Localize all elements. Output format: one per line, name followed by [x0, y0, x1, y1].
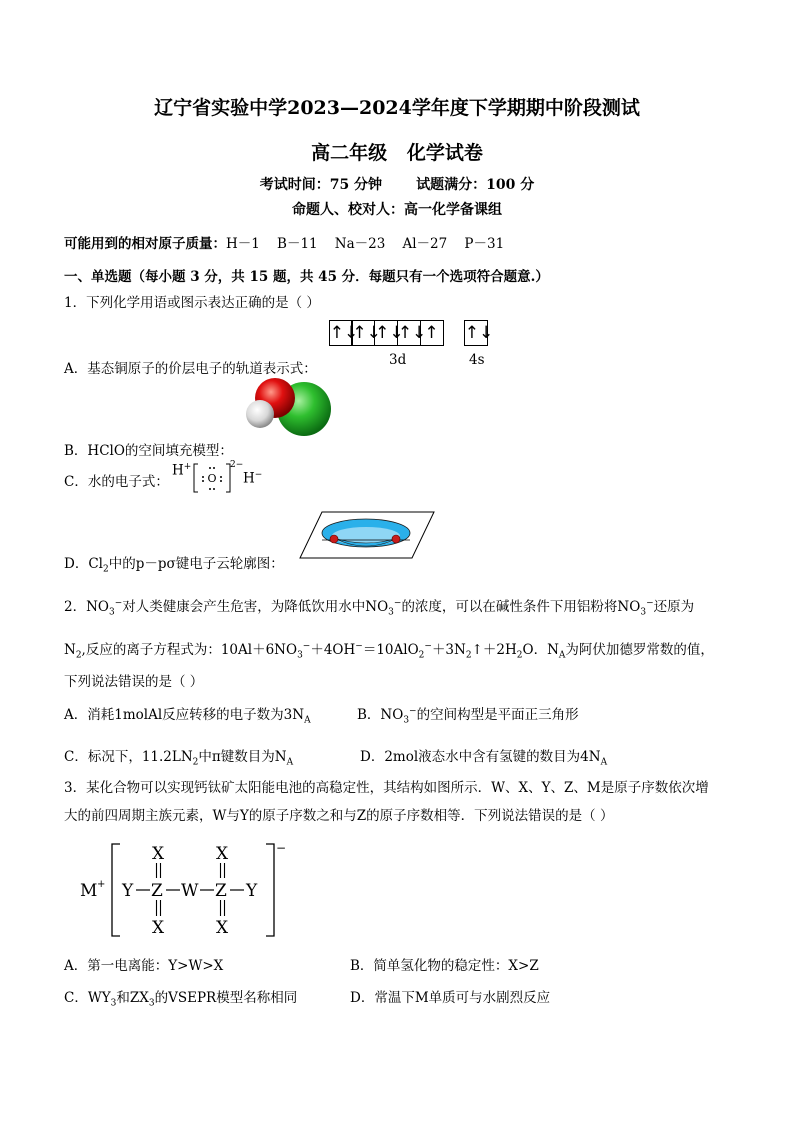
- cl2-sigma-bond-cloud: [298, 508, 436, 562]
- orbital-box: ↑: [420, 320, 444, 346]
- q2-line-1: [64, 595, 694, 618]
- sub: 2: [192, 757, 199, 768]
- q1-option-c-text: C．水的电子式：: [64, 474, 169, 490]
- sub: A: [286, 757, 294, 768]
- q2-l1b: 对人类健康会产生危害，为降低饮用水中NO: [122, 599, 389, 615]
- q1-d-suffix: 中的p－pσ键电子云轮廓图：: [108, 556, 284, 572]
- orbital-3d-label: 3d: [389, 352, 407, 368]
- q2-option-c: [64, 745, 293, 768]
- q3-line-2: 大的前四周期主族元素，W与Y的原子序数之和与Z的原子序数相等．下列说法错误的是（ ）: [64, 808, 614, 824]
- sub: 3: [640, 607, 647, 618]
- exam-info: [0, 174, 794, 194]
- subtitle-text: 高二年级 化学试卷: [311, 142, 483, 164]
- oxygen-symbol: O: [207, 472, 217, 485]
- q2-l2f: ↑＋2H: [471, 642, 517, 658]
- sub: A: [304, 715, 311, 726]
- q3-option-c: [64, 986, 297, 1009]
- atomic-masses-values: H－1 B－11 Na－23 Al－27 P－31: [226, 236, 505, 252]
- sup: −: [424, 641, 432, 652]
- sub: 2: [465, 650, 472, 661]
- orbital-box: ↑↓: [351, 320, 375, 346]
- q2-option-b: [357, 703, 579, 726]
- q1-option-b: B．HClO的空间填充模型：: [64, 443, 233, 459]
- exam-subtitle: [0, 138, 794, 165]
- orbital-box: ↑↓: [374, 320, 398, 346]
- atom-z-right: Z: [215, 881, 227, 901]
- q2-c-b: 中π键数目为N: [198, 749, 287, 765]
- q3-structure-diagram: [76, 838, 296, 942]
- atom-x-bottom-left: X: [152, 918, 165, 938]
- sup: −: [409, 706, 417, 717]
- q2-l2e: ＋3N: [431, 642, 466, 658]
- atomic-masses-label: 可能用到的相对原子质量：: [64, 236, 226, 252]
- q1-option-a: A．基态铜原子的价层电子的轨道表示式：: [64, 361, 317, 377]
- h-atom: [246, 400, 274, 428]
- sub: 3: [148, 998, 155, 1009]
- q3-c-a: C．WY: [64, 990, 111, 1006]
- q1-d-sub: 2: [102, 564, 109, 575]
- anion-charge: −: [276, 841, 287, 855]
- h-left-charge: +: [183, 462, 192, 472]
- q2-d-text: D．2mol液态水中含有氢键的数目为4N: [360, 749, 601, 765]
- q3-option-b: B．简单氢化物的稳定性：X>Z: [350, 958, 539, 974]
- q2-l2a: N: [64, 642, 76, 658]
- section-heading: 一、单选题（每小题 3 分，共 15 题，共 45 分．每题只有一个选项符合题意.）: [64, 269, 549, 285]
- atom-y-right: Y: [246, 881, 258, 901]
- sup: −: [355, 641, 363, 652]
- exam-info-text: 考试时间：75 分钟 试题满分：100 分: [259, 177, 535, 193]
- sup: −: [393, 598, 402, 609]
- sub: 2: [516, 650, 523, 661]
- q2-l1d: 还原为: [653, 599, 695, 615]
- q2-b-b: 的空间构型是平面正三角形: [416, 707, 579, 723]
- q2-c-text: C．标况下，11.2LN: [64, 749, 193, 765]
- atom-y-left: Y: [122, 881, 134, 901]
- water-electron-formula: [172, 462, 191, 479]
- q1-option-d: [64, 552, 284, 575]
- q2-option-d: [360, 745, 607, 768]
- orbital-box: ↑↓: [464, 320, 488, 346]
- atomic-masses: [64, 232, 504, 252]
- sup: −: [646, 598, 654, 609]
- atom-x-bottom-right: X: [216, 918, 229, 938]
- sub: 2: [418, 650, 425, 661]
- h-right-charge: −: [254, 470, 263, 480]
- q2-l2b: ,反应的离子方程式为：10Al＋6NO: [81, 642, 298, 658]
- q2-line-3: 下列说法错误的是（ ）: [64, 674, 204, 690]
- q2-b-a: B．NO: [357, 707, 404, 723]
- exam-title: 辽宁省实验中学2023—2024学年度下学期期中阶段测试: [154, 97, 640, 119]
- orbital-4s-boxes: [464, 320, 494, 346]
- orbital-4s-label: 4s: [469, 352, 485, 368]
- orbital-3d-boxes: [330, 320, 444, 346]
- sub: 3: [403, 715, 410, 726]
- sub: A: [558, 650, 566, 661]
- sub: 3: [110, 998, 117, 1009]
- atom-z-left: Z: [151, 881, 163, 901]
- h-right-group: [243, 470, 262, 487]
- q2-a-text: A．消耗1molAl反应转移的电子数为3N: [64, 707, 305, 723]
- water-charge: 2−: [230, 460, 244, 470]
- q3-line-1: 3．某化合物可以实现钙钛矿太阳能电池的高稳定性，其结构如图所示．W、X、Y、Z、M是原子序数依次增: [64, 780, 709, 796]
- q2-l1a: 2．NO: [64, 599, 109, 615]
- q2-l2h: 为阿伏加德罗常数的值，: [565, 642, 714, 658]
- sub: 3: [297, 650, 303, 661]
- q1-option-c: [64, 470, 169, 490]
- exam-authors: 命题人、校对人：高一化学备课组: [292, 202, 502, 218]
- q1-d-prefix: D．Cl: [64, 556, 103, 572]
- m-charge: +: [97, 879, 106, 890]
- sub: 2: [75, 650, 82, 661]
- q3-c-c: 的VSEPR模型名称相同: [154, 990, 298, 1006]
- sub: 3: [108, 607, 115, 618]
- atom-m: M: [80, 881, 98, 901]
- q2-l1c: 的浓度，可以在碱性条件下用铝粉将NO: [401, 599, 641, 615]
- q2-option-a: [64, 703, 311, 726]
- q2-line-2: [64, 638, 714, 661]
- atom-w: W: [181, 881, 199, 901]
- q1-stem: 1．下列化学用语或图示表达正确的是（ ）: [64, 295, 320, 311]
- q3-option-a: A．第一电离能：Y>W>X: [64, 958, 224, 974]
- sub: 3: [388, 607, 394, 618]
- q2-l2g: O．N: [522, 642, 559, 658]
- h-right: H: [243, 470, 255, 487]
- q3-c-b: 和ZX: [116, 990, 149, 1006]
- orbital-box: ↑↓: [397, 320, 421, 346]
- h-left: H: [172, 462, 184, 479]
- hclo-space-filling-model: [240, 374, 340, 436]
- atom-x-top-right: X: [216, 844, 229, 864]
- sup: −: [114, 598, 123, 609]
- sub: A: [600, 757, 608, 768]
- q2-l2c: ＋4OH: [310, 642, 356, 658]
- orbital-box: ↑↓: [329, 320, 353, 346]
- q3-option-d: D．常温下M单质可与水剧烈反应: [350, 990, 551, 1006]
- sup: −: [302, 641, 311, 652]
- q2-l2d: ＝10AlO: [362, 642, 419, 658]
- atom-x-top-left: X: [152, 844, 165, 864]
